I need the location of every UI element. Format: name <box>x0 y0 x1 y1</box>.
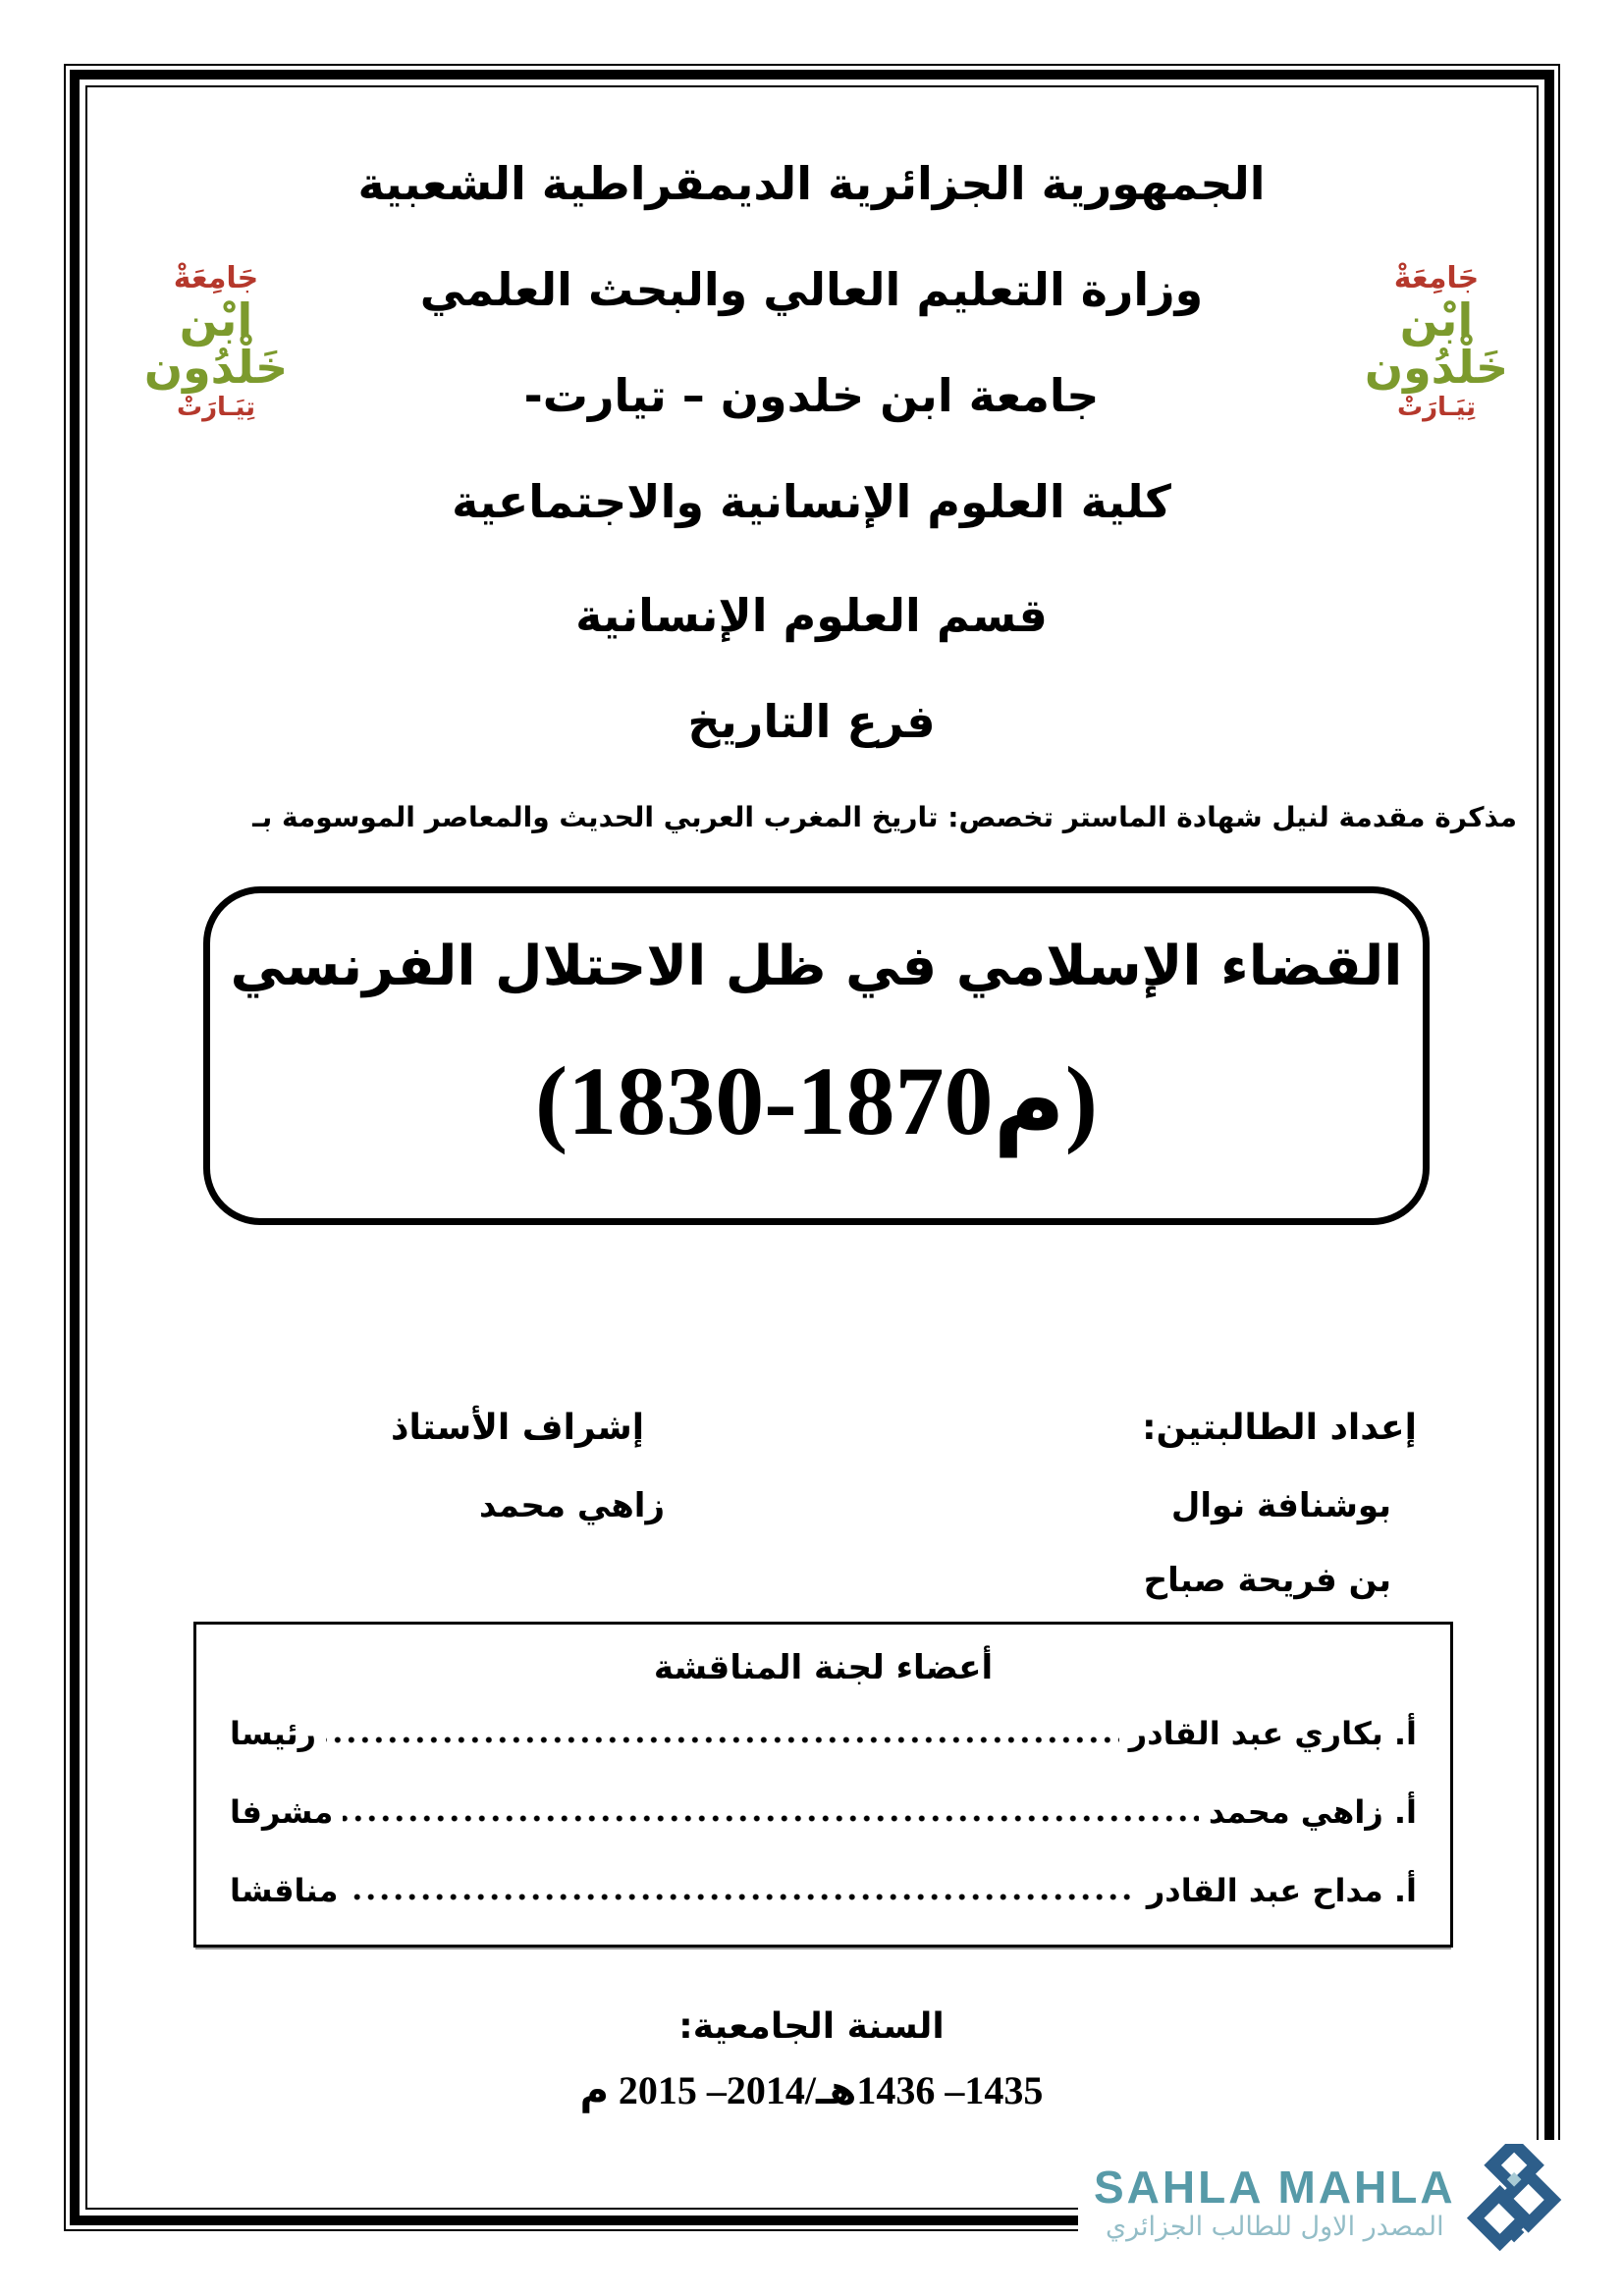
supervisor-label: إشراف الأستاذ <box>391 1408 645 1448</box>
dotted-leader <box>326 1735 1119 1744</box>
thesis-title: القضاء الإسلامي في ظل الاحتلال الفرنسي <box>230 934 1403 998</box>
committee-row <box>230 1715 1417 1752</box>
logo-word-tiaret: تِيَـارَتْ <box>1396 393 1477 423</box>
committee-row <box>230 1872 1417 1909</box>
logo-word-ibn-khaldoun: ابْن خَلْدُون <box>143 293 289 394</box>
authors-label: إعداد الطالبتين: <box>1142 1408 1417 1448</box>
committee-member-role: مناقشا <box>230 1872 339 1909</box>
thesis-title-dates: (1830-1870م) <box>534 1046 1099 1155</box>
committee-member-role: مشرفا <box>230 1793 334 1831</box>
dotted-leader <box>348 1893 1136 1901</box>
logo-word-university: جَامِعَةْ <box>173 261 259 295</box>
logo-word-tiaret: تِيَـارَتْ <box>176 393 256 423</box>
academic-year-value: 1435– 1436هـ/2014– 2015 م <box>579 2068 1044 2112</box>
header-republic-line: الجمهورية الجزائرية الديمقراطية الشعبية <box>357 157 1266 210</box>
header-university-line: جامعة ابن خلدون – تيارت- <box>523 369 1100 422</box>
watermark <box>1078 2140 1562 2266</box>
watermark-brand: SAHLA MAHLA <box>1094 2161 1456 2213</box>
committee-member-name: أ. زاهي محمد <box>1208 1793 1417 1831</box>
sahla-mahla-knot-icon <box>1460 2144 1562 2262</box>
logo-word-ibn-khaldoun: ابْن خَلْدُون <box>1364 293 1509 394</box>
supervisor-name: زاهي محمد <box>479 1486 666 1525</box>
title-box <box>203 886 1430 1225</box>
header-ministry-line: وزارة التعليم العالي والبحث العلمي <box>419 263 1204 316</box>
header-branch-line: فرع التاريخ <box>687 695 936 748</box>
author-name-1: بوشنافة نوال <box>1170 1486 1391 1525</box>
academic-year-label: السنة الجامعية: <box>678 2006 945 2047</box>
watermark-tagline: المصدر الاول للطالب الجزائري <box>1105 2211 1444 2242</box>
watermark-text <box>1094 2161 1456 2242</box>
logo-word-university: جَامِعَةْ <box>1393 261 1480 295</box>
header-faculty-line: كلية العلوم الإنسانية والاجتماعية <box>452 475 1171 528</box>
committee-member-role: رئيسا <box>230 1715 317 1752</box>
dotted-leader <box>343 1814 1199 1823</box>
thesis-note: مذكرة مقدمة لنيل شهادة الماستر تخصص: تاريخ المغرب العربي الحديث والمعاصر الموسومة بـ <box>252 801 1517 833</box>
committee-member-name: أ. بكاري عبد القادر <box>1128 1715 1417 1752</box>
committee-box <box>193 1622 1453 1948</box>
header-department-line: قسم العلوم الإنسانية <box>575 589 1048 642</box>
committee-member-name: أ. مداح عبد القادر <box>1146 1872 1417 1909</box>
author-name-2: بن فريحة صباح <box>1143 1561 1391 1600</box>
committee-row <box>230 1793 1417 1831</box>
committee-heading: أعضاء لجنة المناقشة <box>653 1648 994 1687</box>
